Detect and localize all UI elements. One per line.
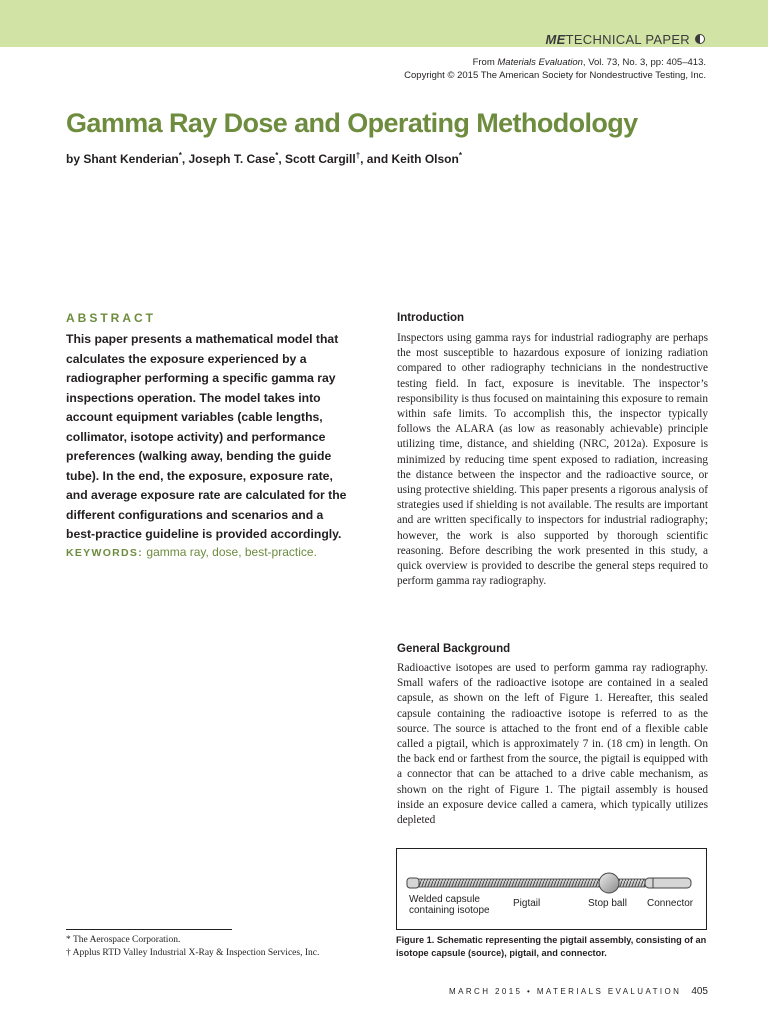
header-band bbox=[0, 0, 768, 47]
section-text-background: Radioactive isotopes are used to perform gamma ray radiography. Small wafers of the radioactive isotope are contained in a sealed capsule, as shown on the left of Figure 1. Hereafter, this sealed capsule containing the radioactive isotope is referred to as the source. The source is attached to the front end of a flexible cable called a pigtail, which is approximately 7 in. (18 cm) in length. On the back end or farthest from the source, the pigtail is equipped with a connector that can be attached to a drive cable mechanism, as shown on the right of Figure 1. The pigtail assembly is housed inside an exposure device called a camera, which typically utilizes depleted bbox=[397, 662, 708, 827]
author-4-mark: * bbox=[458, 151, 462, 160]
author-line: by Shant Kenderian*, Joseph T. Case*, Scott Cargill†, and Keith Olson* bbox=[66, 151, 462, 166]
footnote-1: * The Aerospace Corporation. bbox=[66, 935, 181, 945]
abstract-heading: ABSTRACT bbox=[66, 311, 156, 325]
label-capsule-line2: containing isotope bbox=[409, 905, 490, 916]
author-2-mark: * bbox=[275, 151, 279, 160]
isotope-capsule bbox=[407, 878, 419, 888]
copyright: Copyright © 2015 The American Society for Nondestructive Testing, Inc. bbox=[404, 70, 706, 81]
source-citation bbox=[404, 56, 706, 82]
author-3-mark: † bbox=[355, 151, 361, 160]
author-1-mark: * bbox=[178, 151, 182, 160]
page-footer bbox=[449, 986, 708, 997]
label-capsule-line1: Welded capsule bbox=[409, 894, 480, 905]
section-text-introduction: Inspectors using gamma rays for industrial radiography are perhaps the most susceptible to hazardous exposure of ionizing radiation compared to other radiography technicians in the nondestructive testing field. In fact, exposure is inevitable. The inspector’s responsibility is thus focused on maintaining this exposure to remain within safe limits. To accomplish this, the inspector typically follows the ALARA (as low as reasonably achievable) principle utilizing time, distance, and shielding (NRC, 2012a). Exposure is minimized by reducing time spent exposed to radiation, increasing the distance between the inspector and the radioactive source, or using protective shielding. This paper presents a rigorous analysis of strategies used if shielding is not available. The results are important and are written specifically to inspectors for industrial radiography; however, the work is also supported by thorough scientific reasoning. Before describing the work presented in this study, a quick overview is provided to describe the general steps required to perform gamma ray radiography. bbox=[397, 332, 708, 588]
footnote-2: † Applus RTD Valley Industrial X-Ray & Inspection Services, Inc. bbox=[66, 947, 320, 958]
author-2: Joseph T. Case bbox=[188, 152, 276, 166]
connector bbox=[645, 878, 691, 888]
source-prefix: From bbox=[472, 57, 498, 68]
half-circle-icon bbox=[695, 34, 705, 44]
author-4: Keith Olson bbox=[391, 152, 459, 166]
footnote-divider bbox=[66, 929, 232, 930]
keywords-label: KEYWORDS: bbox=[66, 547, 144, 559]
author-prefix: by bbox=[66, 152, 84, 166]
journal-name: Materials Evaluation bbox=[497, 57, 583, 68]
label-stop-ball: Stop ball bbox=[588, 898, 627, 909]
label-connector: Connector bbox=[647, 898, 694, 909]
section-heading-introduction: Introduction bbox=[397, 312, 465, 324]
label-pigtail: Pigtail bbox=[513, 898, 541, 909]
journal-brand: ME bbox=[545, 32, 566, 47]
stop-ball bbox=[599, 873, 619, 893]
section-heading-background: General Background bbox=[397, 643, 511, 655]
abstract-text: This paper presents a mathematical model that calculates the exposure experienced by a radiographer performing a specific gamma ray inspections operation. The model takes into account equipment variables (cable lengths, collimator, isotope activity) and performance preferences (walking away, bending the guide tube). In the end, the exposure, exposure rate, and average exposure rate are calculated for the different configurations and scenarios and a best-practice guideline is provided accordingly. bbox=[66, 332, 347, 541]
paper-type-label bbox=[545, 32, 690, 47]
paper-type: TECHNICAL PAPER bbox=[565, 32, 690, 47]
article-title: Gamma Ray Dose and Operating Methodology bbox=[66, 108, 638, 138]
figure-1-schematic bbox=[396, 848, 707, 930]
footnotes bbox=[66, 934, 319, 959]
keywords-list: gamma ray, dose, best-practice. bbox=[146, 545, 317, 559]
pigtail-assembly-diagram bbox=[397, 849, 706, 929]
source-suffix: , Vol. 73, No. 3, pp: 405–413. bbox=[582, 57, 706, 68]
page-number: 405 bbox=[691, 986, 708, 997]
author-3: Scott Cargill bbox=[285, 152, 356, 166]
footer-issue: MARCH 2015 • MATERIALS EVALUATION bbox=[449, 987, 682, 996]
keywords-line bbox=[66, 545, 366, 559]
figure-1-caption: Figure 1. Schematic representing the pigtail assembly, consisting of an isotope capsule (source), pigtail, and connector. bbox=[396, 935, 707, 958]
author-1: Shant Kenderian bbox=[83, 152, 179, 166]
